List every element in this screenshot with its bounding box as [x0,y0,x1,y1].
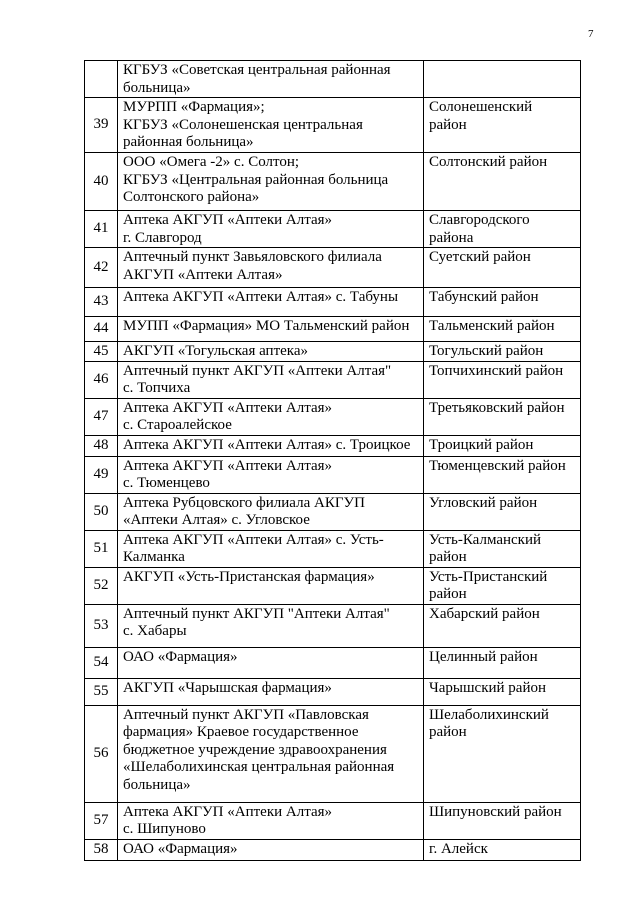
organization-cell: Аптека АКГУП «Аптеки Алтая» с. Троицкое [118,435,424,456]
region-cell: Хабарский район [424,604,581,647]
table-row [85,604,581,647]
region-cell: Третьяковский район [424,398,581,435]
row-number: 56 [85,705,118,802]
region-cell [424,61,581,98]
organization-cell: АКГУП «Усть-Пристанская фармация» [118,567,424,604]
organization-cell: Аптечный пункт АКГУП «Павловская фармация» Краевое государственное бюджетное учреждение здравоохранения «Шелаболихинская центральная районная больница» [118,705,424,802]
region-cell: Топчихинский район [424,361,581,398]
row-number: 55 [85,678,118,705]
region-cell: Тальменский район [424,317,581,342]
row-number: 52 [85,567,118,604]
row-number: 44 [85,317,118,342]
table-row [85,342,581,362]
row-number: 54 [85,647,118,678]
table-row [85,288,581,317]
organization-cell: МУРПП «Фармация»; КГБУЗ «Солонешенская центральная районная больница» [118,98,424,153]
row-number: 49 [85,456,118,493]
row-number: 50 [85,493,118,530]
row-number: 42 [85,248,118,288]
pharmacy-table [84,60,581,861]
region-cell: Славгородского района [424,211,581,248]
organization-cell: АКГУП «Чарышская фармация» [118,678,424,705]
page-number: 7 [588,28,594,40]
organization-cell: Аптека АКГУП «Аптеки Алтая» с. Шипуново [118,802,424,839]
region-cell: Усть-Калманский район [424,530,581,567]
region-cell: Солонешенский район [424,98,581,153]
region-cell: Шипуновский район [424,802,581,839]
organization-cell: Аптека АКГУП «Аптеки Алтая» с. Усть- Калманка [118,530,424,567]
organization-cell: АКГУП «Тогульская аптека» [118,342,424,362]
table-row [85,705,581,802]
organization-cell: ОАО «Фармация» [118,839,424,860]
row-number: 45 [85,342,118,362]
organization-cell: Аптека АКГУП «Аптеки Алтая» г. Славгород [118,211,424,248]
region-cell: Шелаболихинский район [424,705,581,802]
row-number: 48 [85,435,118,456]
organization-cell: ОАО «Фармация» [118,647,424,678]
table-row [85,248,581,288]
table-row [85,153,581,211]
table-row [85,398,581,435]
organization-cell: Аптека Рубцовского филиала АКГУП «Аптеки Алтая» с. Угловское [118,493,424,530]
table-row [85,839,581,860]
table-row [85,361,581,398]
table-row [85,435,581,456]
row-number: 53 [85,604,118,647]
region-cell: Угловский район [424,493,581,530]
organization-cell: Аптечный пункт Завьяловского филиала АКГУП «Аптеки Алтая» [118,248,424,288]
row-number: 40 [85,153,118,211]
row-number: 58 [85,839,118,860]
row-number: 51 [85,530,118,567]
region-cell: Усть-Пристанский район [424,567,581,604]
table-row [85,211,581,248]
region-cell: Тюменцевский район [424,456,581,493]
region-cell: Чарышский район [424,678,581,705]
table-row [85,456,581,493]
region-cell: Целинный район [424,647,581,678]
region-cell: г. Алейск [424,839,581,860]
row-number: 57 [85,802,118,839]
table-row [85,493,581,530]
row-number: 43 [85,288,118,317]
region-cell: Суетский район [424,248,581,288]
row-number: 47 [85,398,118,435]
region-cell: Троицкий район [424,435,581,456]
row-number: 46 [85,361,118,398]
region-cell: Солтонский район [424,153,581,211]
row-number: 41 [85,211,118,248]
organization-cell: КГБУЗ «Советская центральная районная больница» [118,61,424,98]
organization-cell: Аптека АКГУП «Аптеки Алтая» с. Староалейское [118,398,424,435]
table-row [85,647,581,678]
organization-cell: Аптека АКГУП «Аптеки Алтая» с. Табуны [118,288,424,317]
region-cell: Тогульский район [424,342,581,362]
table-row [85,530,581,567]
organization-cell: ООО «Омега -2» с. Солтон; КГБУЗ «Центральная районная больница Солтонского района» [118,153,424,211]
table-row [85,802,581,839]
organization-cell: Аптека АКГУП «Аптеки Алтая» с. Тюменцево [118,456,424,493]
row-number: 39 [85,98,118,153]
row-number [85,61,118,98]
organization-cell: Аптечный пункт АКГУП "Аптеки Алтая" с. Хабары [118,604,424,647]
table-row [85,61,581,98]
table-row [85,98,581,153]
region-cell: Табунский район [424,288,581,317]
table-row [85,317,581,342]
table-row [85,678,581,705]
organization-cell: Аптечный пункт АКГУП «Аптеки Алтая" с. Топчиха [118,361,424,398]
table-row [85,567,581,604]
organization-cell: МУПП «Фармация» МО Тальменский район [118,317,424,342]
